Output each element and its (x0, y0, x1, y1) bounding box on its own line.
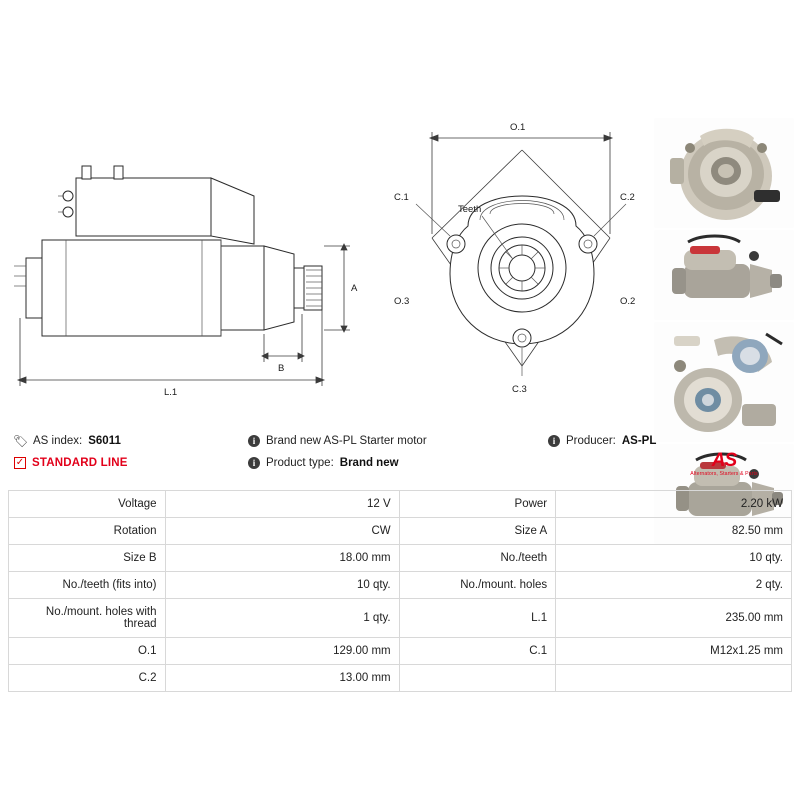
specification-table-body (9, 491, 792, 692)
table-row (9, 665, 792, 692)
spec-value: 129.00 mm (165, 638, 399, 665)
product-type-row (248, 452, 528, 474)
spec-value: 10 qty. (556, 545, 792, 572)
info-column-producer (548, 430, 798, 477)
product-photo-angle-view (654, 322, 794, 442)
info-icon: i (548, 435, 560, 447)
starter-side-view-drawing (6, 118, 366, 408)
label-teeth: Teeth (458, 204, 482, 215)
aspl-logo (664, 452, 784, 477)
spec-value: 13.00 mm (165, 665, 399, 692)
product-photo-side-view (654, 230, 794, 320)
spec-key: Voltage (9, 491, 166, 518)
starter-front-view-drawing (372, 108, 672, 418)
spec-value: M12x1.25 mm (556, 638, 792, 665)
aspl-logo-tagline: Alternators, Starters & Parts (690, 471, 758, 477)
spec-value: 2 qty. (556, 572, 792, 599)
spec-key: Size A (399, 518, 556, 545)
spec-value: 2.20 kW (556, 491, 792, 518)
spec-value: CW (165, 518, 399, 545)
spec-key: L.1 (399, 599, 556, 638)
callout-c3: C.3 (512, 384, 527, 395)
spec-key: Size B (9, 545, 166, 572)
tag-icon: 🏷 (12, 434, 29, 448)
as-index-label: AS index: (33, 435, 83, 447)
info-icon: i (248, 435, 260, 447)
spec-value: 1 qty. (165, 599, 399, 638)
spec-key-empty (399, 665, 556, 692)
spec-value: 10 qty. (165, 572, 399, 599)
producer-label: Producer: (566, 435, 616, 447)
spec-key: C.1 (399, 638, 556, 665)
spec-key: Power (399, 491, 556, 518)
table-row (9, 599, 792, 638)
spec-value: 235.00 mm (556, 599, 792, 638)
producer-value: AS-PL (621, 435, 657, 447)
table-row (9, 638, 792, 665)
spec-key: O.1 (9, 638, 166, 665)
spec-key: No./mount. holes (399, 572, 556, 599)
standard-line-row (14, 452, 244, 474)
info-icon: i (248, 457, 260, 469)
dimension-label-o3: O.3 (394, 296, 410, 307)
standard-line-label: STANDARD LINE (32, 457, 128, 469)
callout-c2: C.2 (620, 192, 635, 203)
spec-value: 18.00 mm (165, 545, 399, 572)
callout-c1: C.1 (394, 192, 409, 203)
product-type-label: Product type: (266, 457, 334, 469)
product-photo-top-view (654, 118, 794, 228)
spec-key: No./teeth (399, 545, 556, 572)
dimension-label-l1: L.1 (164, 387, 178, 398)
spec-key: No./mount. holes with thread (9, 599, 166, 638)
table-row (9, 491, 792, 518)
producer-row (548, 430, 798, 452)
spec-key: Rotation (9, 518, 166, 545)
dimension-label-a: A (351, 283, 358, 294)
aspl-logo-mark: AS (711, 450, 737, 471)
as-index-row (14, 430, 244, 452)
spec-value-empty (556, 665, 792, 692)
info-column-description (248, 430, 528, 474)
brand-new-text: Brand new AS-PL Starter motor (266, 435, 427, 447)
info-strip (8, 430, 792, 482)
specification-table (8, 490, 792, 692)
product-type-value: Brand new (339, 457, 399, 469)
table-row (9, 572, 792, 599)
dimension-label-o2: O.2 (620, 296, 636, 307)
dimension-label-b: B (278, 363, 285, 374)
table-row (9, 545, 792, 572)
check-icon: ✓ (15, 457, 25, 468)
spec-key: C.2 (9, 665, 166, 692)
table-row (9, 518, 792, 545)
spec-value: 82.50 mm (556, 518, 792, 545)
spec-value: 12 V (165, 491, 399, 518)
as-index-value: S6011 (88, 435, 121, 447)
brand-new-row (248, 430, 528, 452)
spec-key: No./teeth (fits into) (9, 572, 166, 599)
dimension-label-o1: O.1 (510, 122, 526, 133)
info-column-index (14, 430, 244, 474)
